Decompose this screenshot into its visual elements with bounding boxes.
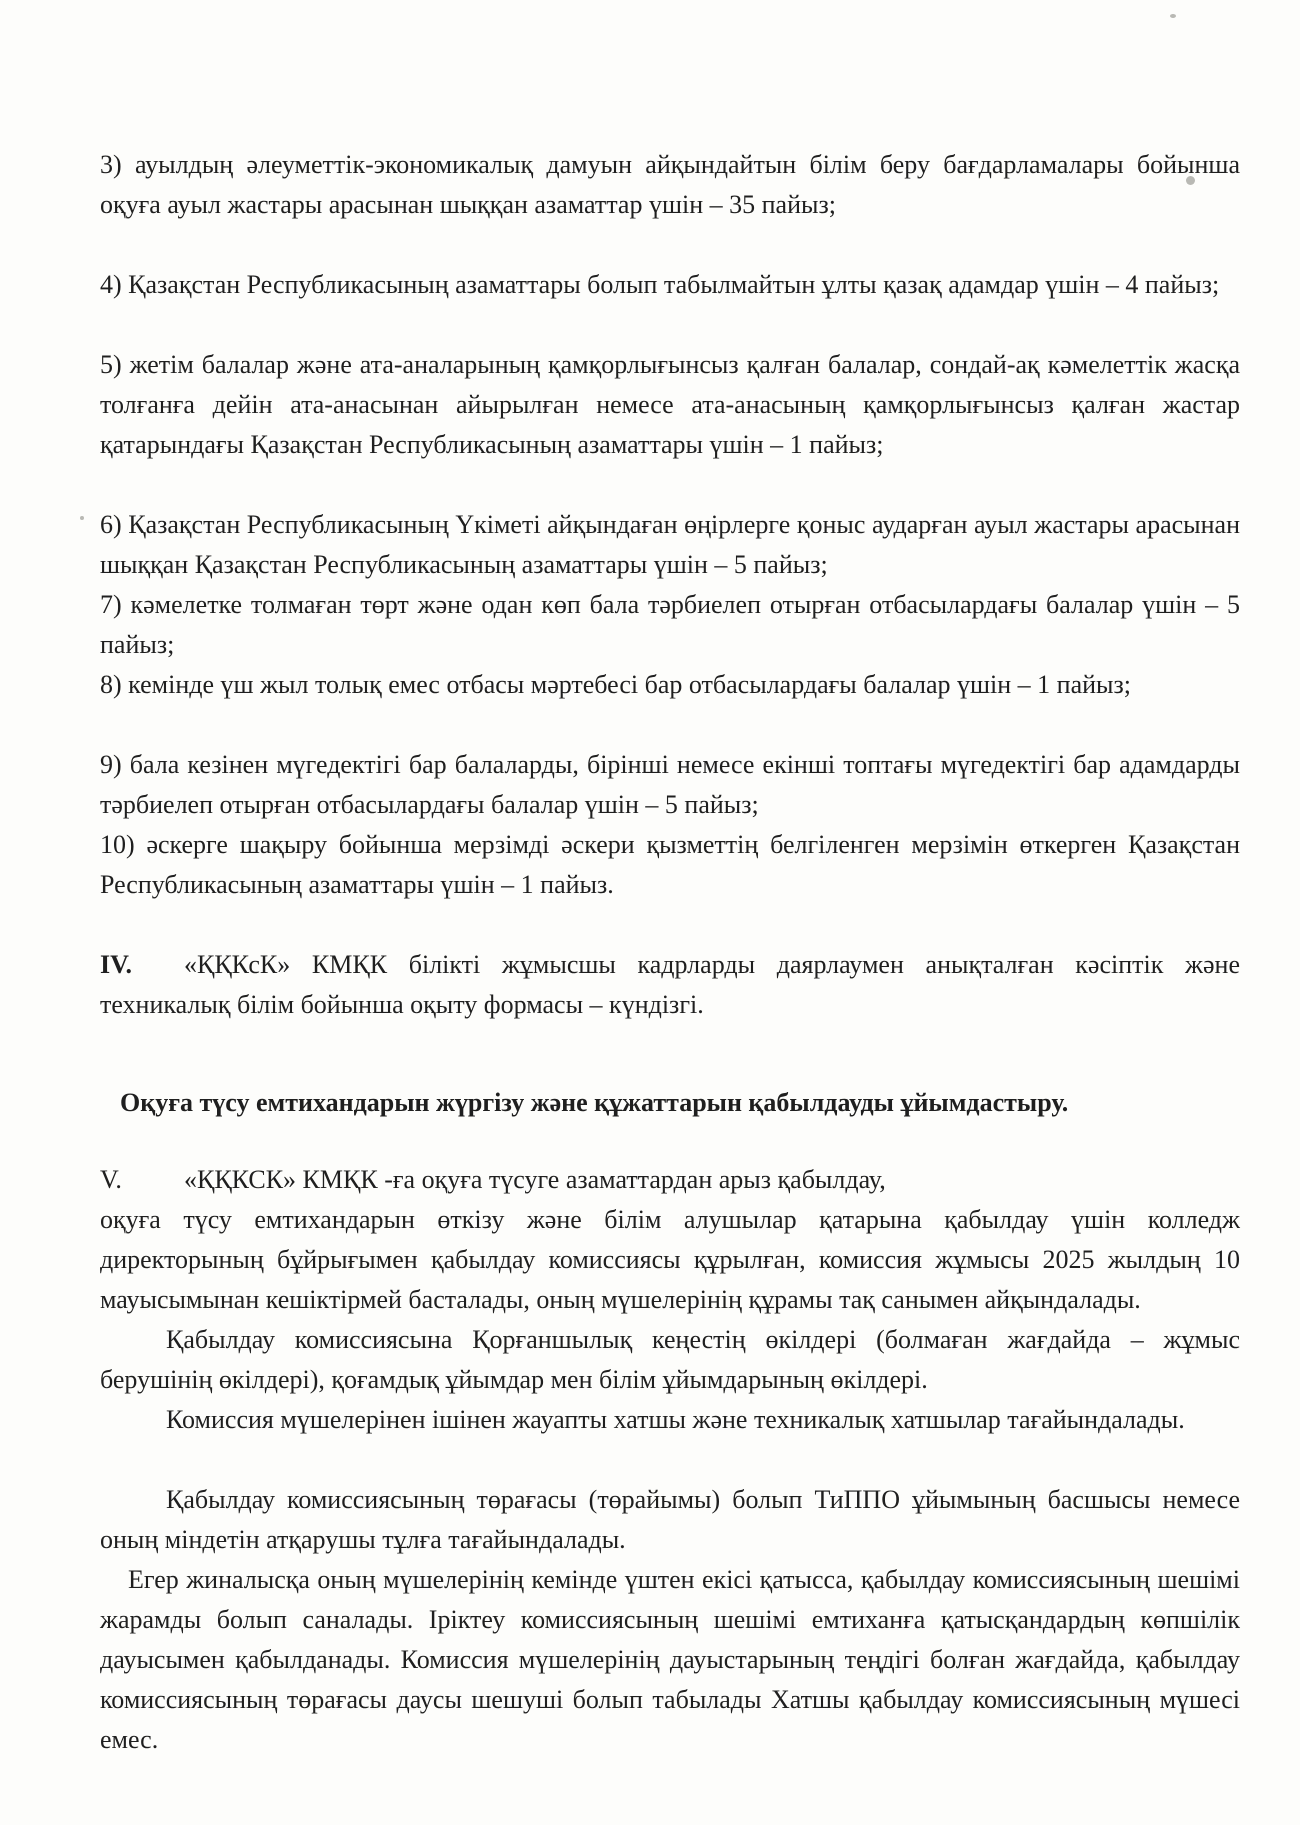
section-v-body: оқуға түсу емтихандарын өткізу және білім алушылар қатарына қабылдау үшін колледж директорының бұйрығымен қабылдау комиссиясы құрылған, комиссия жұмысы 2025 жылдың 10 мауысымынан кешіктірмей басталады, оның мүшелерінің құрамы тақ санымен айқындалады. [100, 1205, 1240, 1314]
list-item-9: 9) бала кезінен мүгедектігі бар балаларды, бірінші немесе екінші топтағы мүгедектігі бар адамдарды тәрбиелеп отырған отбасылардағы балалар үшін – 5 пайыз; [100, 750, 1240, 819]
list-item-4: 4) Қазақстан Республикасының азаматтары болып табылмайтын ұлты қазақ адамдар үшін – 4 пайыз; [100, 270, 1220, 299]
section-iv [100, 945, 1240, 1025]
list-item-6: 6) Қазақстан Республикасының Үкіметі айқындаған өңірлерге қоныс аударған ауыл жастары арасынан шыққан Қазақстан Республикасының азаматтары үшін – 5 пайыз; [100, 510, 1240, 579]
section-v [100, 1160, 1240, 1200]
paragraph-secretaries: Комиссия мүшелерінен ішінен жауапты хатшы және техникалық хатшылар тағайындалады. [166, 1405, 1185, 1434]
section-v-text: «ҚҚКСК» КМҚК -ға оқуға түсуге азаматтардан арыз қабылдау, [184, 1165, 886, 1194]
list-item-10: 10) әскерге шақыру бойынша мерзімді әскери қызметтің белгіленген мерзімін өткерген Қазақстан Республикасының азаматтары үшін – 1 пайыз. [100, 830, 1240, 899]
scan-speck [80, 516, 84, 520]
list-item-5: 5) жетім балалар және ата-аналарының қамқорлығынсыз қалған балалар, сондай-ақ кәмелеттік жасқа толғанға дейін ата-анасынан айырылған немесе ата-анасының қамқорлығынсыз қалған жастар қатарындағы Қазақстан Республикасының азаматтары үшін – 1 пайыз; [100, 350, 1240, 459]
section-iv-text: «ҚҚКсК» КМҚК білікті жұмысшы кадрларды даярлаумен анықталған кәсіптік және техникалық білім бойынша оқыту формасы – күндізгі. [100, 950, 1240, 1019]
list-item-7: 7) кәмелетке толмаған төрт және одан көп бала тәрбиелеп отырған отбасылардағы балалар үшін – 5 пайыз; [100, 590, 1240, 659]
paragraph-chairman: Қабылдау комиссиясының төрағасы (төрайымы) болып ТиППО ұйымының басшысы немесе оның міндетін атқарушы тұлға тағайындалады. [100, 1485, 1240, 1554]
section-iv-number: IV. [100, 950, 133, 979]
list-item-3: 3) ауылдың әлеуметтік-экономикалық дамуын айқындайтын білім беру бағдарламалары бойынша оқуға ауыл жастары арасынан шыққан азаматтар үшін – 35 пайыз; [100, 150, 1240, 219]
paragraph-commission-members: Қабылдау комиссиясына Қорғаншылық кеңестің өкілдері (болмаған жағдайда – жұмыс берушінің өкілдері), қоғамдық ұйымдар мен білім ұйымдарының өкілдері. [100, 1325, 1240, 1394]
section-v-number: V. [100, 1165, 122, 1194]
paragraph-quorum: Егер жиналысқа оның мүшелерінің кемінде үштен екісі қатысса, қабылдау комиссиясының шешімі жарамды болып саналады. Іріктеу комиссиясының шешімі емтиханға қатысқандардың көпшілік дауысымен қабылданады. Комиссия мүшелерінің дауыстарының теңдігі болған жағдайда, қабылдау комиссиясының төрағасы даусы шешуші болып табылады Хатшы қабылдау комиссиясының мүшесі емес. [100, 1565, 1240, 1754]
scan-speck [1170, 14, 1176, 18]
list-item-8: 8) кемінде үш жыл толық емес отбасы мәртебесі бар отбасылардағы балалар үшін – 1 пайыз; [100, 670, 1132, 699]
section-heading: Оқуға түсу емтихандарын жүргізу және құжаттарын қабылдауды ұйымдастыру. [120, 1088, 1069, 1117]
